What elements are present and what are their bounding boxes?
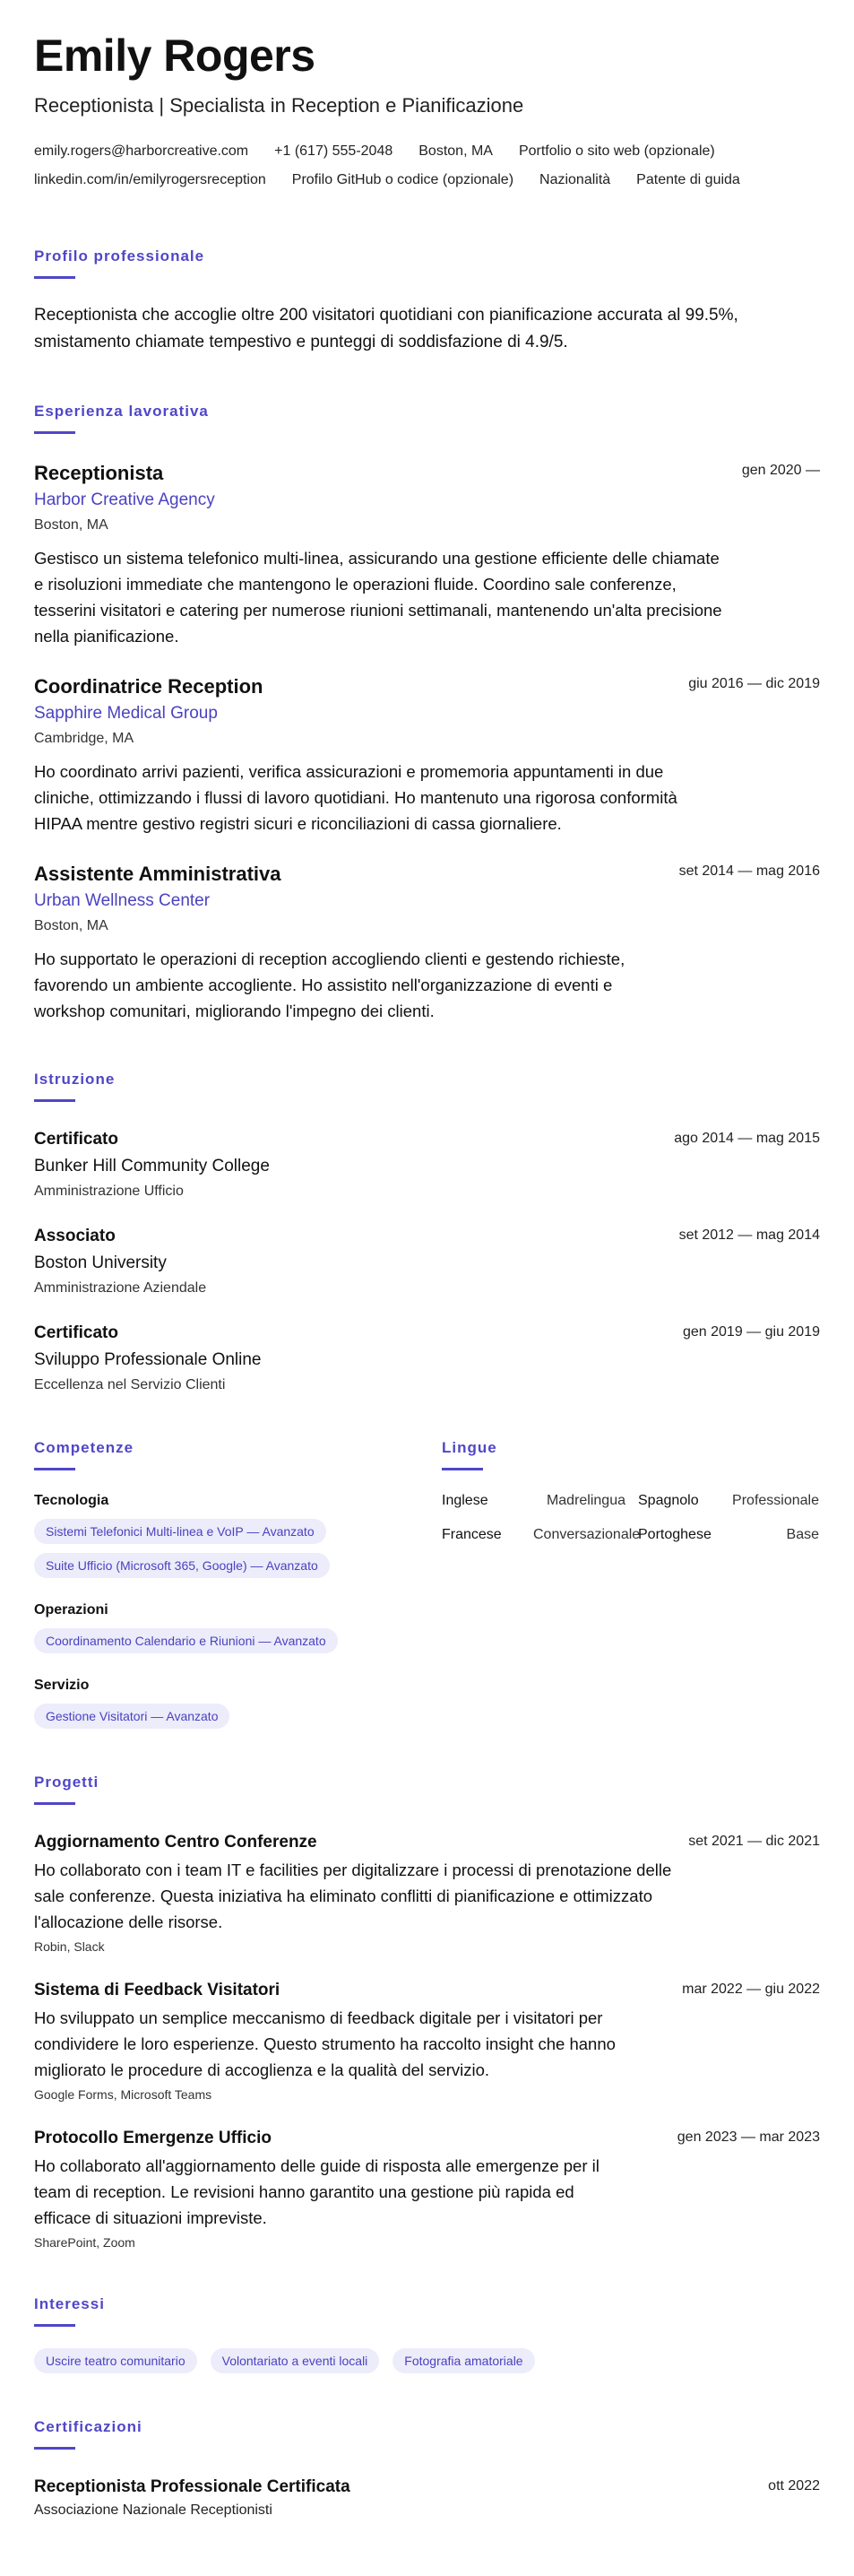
interest-chip: Fotografia amatoriale <box>392 2348 534 2373</box>
project-entry <box>34 2128 820 2251</box>
project-tools: SharePoint, Zoom <box>34 2235 135 2250</box>
interest-chip: Volontariato a eventi locali <box>211 2348 380 2373</box>
candidate-name: Emily Rogers <box>34 30 315 81</box>
experience-company: Sapphire Medical Group <box>34 704 218 723</box>
skill-chip: Gestione Visitatori — Avanzato <box>34 1704 229 1729</box>
contact-phone[interactable]: +1 (617) 555-2048 <box>274 143 393 159</box>
profile-section <box>34 247 820 356</box>
experience-entry <box>34 674 820 837</box>
education-field: Amministrazione Ufficio <box>34 1184 184 1199</box>
skill-category-name: Operazioni <box>34 1602 108 1618</box>
skill-chip-list <box>34 1695 442 1729</box>
contact-nationality: Nazionalità <box>539 172 611 187</box>
project-name: Aggiornamento Centro Conferenze <box>34 1833 317 1852</box>
certification-date: ott 2022 <box>768 2478 820 2494</box>
certifications-section <box>34 2418 820 2520</box>
skill-chip: Sistemi Telefonici Multi-linea e VoIP — Avanzato <box>34 1519 326 1544</box>
experience-date: set 2014 — mag 2016 <box>678 863 820 879</box>
skill-chip: Coordinamento Calendario e Riunioni — Avanzato <box>34 1628 338 1653</box>
education-institution: Boston University <box>34 1253 167 1272</box>
experience-company: Urban Wellness Center <box>34 891 211 910</box>
contact-location: Boston, MA <box>418 143 493 159</box>
project-entry <box>34 1832 820 1955</box>
section-divider <box>34 2324 75 2327</box>
experience-role: Receptionista <box>34 462 164 484</box>
contact-list <box>34 142 820 190</box>
experience-role: Assistente Amministrativa <box>34 863 281 885</box>
project-date: mar 2022 — giu 2022 <box>682 1982 820 1997</box>
section-title-experience: Esperienza lavorativa <box>34 403 209 420</box>
language-name: Portoghese <box>638 1527 712 1542</box>
education-date: set 2012 — mag 2014 <box>678 1227 820 1243</box>
project-description: Ho collaborato con i team IT e facilities per digitalizzare i processi di prenotazione delle sale conferenze. Questa iniziativa ha eliminato conflitti di pianificazione e ottimizzato l'allocazione delle risorse. <box>34 1860 672 1931</box>
interest-chip-list <box>34 2348 820 2373</box>
contact-email[interactable]: emily.rogers@harborcreative.com <box>34 143 249 159</box>
candidate-headline: Receptionista | Specialista in Reception e Pianificazione <box>34 94 524 117</box>
education-field: Amministrazione Aziendale <box>34 1280 207 1296</box>
languages-section <box>442 1439 820 1729</box>
certification-name: Receptionista Professionale Certificata <box>34 2477 350 2496</box>
contact-portfolio[interactable]: Portfolio o sito web (opzionale) <box>518 143 715 159</box>
certification-entry <box>34 2476 820 2520</box>
education-entry <box>34 1323 820 1394</box>
section-divider <box>34 431 75 434</box>
experience-date: gen 2020 — <box>741 463 820 478</box>
projects-section <box>34 1774 820 2251</box>
section-divider <box>34 276 75 279</box>
project-entry <box>34 1980 820 2103</box>
section-title-education: Istruzione <box>34 1071 116 1088</box>
project-date: set 2021 — dic 2021 <box>688 1834 820 1849</box>
language-level: Base <box>786 1527 819 1542</box>
experience-entry <box>34 461 820 649</box>
experience-description: Gestisco un sistema telefonico multi-linea, assicurando una gestione efficiente delle chiamate e risoluzioni immediate che mantengono le operazioni fluide. Coordino sale conferenze, tesserini visitatori e catering per numerose riunioni settimanali, mantenendo un'alta precisione nella pianificazione. <box>34 549 722 646</box>
project-name: Protocollo Emergenze Ufficio <box>34 2129 272 2147</box>
education-field: Eccellenza nel Servizio Clienti <box>34 1377 226 1392</box>
experience-location: Boston, MA <box>34 517 108 533</box>
education-section <box>34 1071 820 1394</box>
language-name: Inglese <box>442 1493 488 1508</box>
profile-summary: Receptionista che accoglie oltre 200 visitatori quotidiani con pianificazione accurata al 99.5%, smistamento chiamate tempestivo e punteggi di soddisfazione di 4.9/5. <box>34 306 738 351</box>
section-title-skills: Competenze <box>34 1439 134 1456</box>
education-entry <box>34 1226 820 1297</box>
experience-location: Cambridge, MA <box>34 731 134 746</box>
section-divider <box>442 1468 483 1470</box>
project-date: gen 2023 — mar 2023 <box>677 2129 820 2145</box>
experience-description: Ho supportato le operazioni di reception accogliendo clienti e gestendo richieste, favorendo un ambiente accogliente. Ho assistito nell'organizzazione di eventi e workshop comunitari, migliorando l'impegno dei clienti. <box>34 950 625 1020</box>
section-divider <box>34 1099 75 1102</box>
experience-company: Harbor Creative Agency <box>34 490 215 509</box>
education-institution: Bunker Hill Community College <box>34 1157 270 1175</box>
language-name: Francese <box>442 1527 502 1542</box>
language-level: Conversazionale <box>533 1527 641 1542</box>
project-name: Sistema di Feedback Visitatori <box>34 1981 280 1999</box>
language-level: Madrelingua <box>546 1493 625 1508</box>
section-divider <box>34 2447 75 2450</box>
section-title-certifications: Certificazioni <box>34 2418 142 2435</box>
skills-section <box>34 1439 442 1729</box>
contact-driving-license: Patente di guida <box>636 172 740 187</box>
education-date: gen 2019 — giu 2019 <box>682 1324 820 1340</box>
experience-date: giu 2016 — dic 2019 <box>688 676 820 691</box>
experience-location: Boston, MA <box>34 918 108 933</box>
section-title-projects: Progetti <box>34 1774 99 1791</box>
interest-chip: Uscire teatro comunitario <box>34 2348 197 2373</box>
language-list <box>442 1492 820 1544</box>
experience-section <box>34 403 820 1024</box>
experience-role: Coordinatrice Reception <box>34 675 263 698</box>
section-title-interests: Interessi <box>34 2295 105 2312</box>
education-institution: Sviluppo Professionale Online <box>34 1350 262 1369</box>
certification-org: Associazione Nazionale Receptionisti <box>34 2502 272 2518</box>
skill-chip-list <box>34 1510 442 1578</box>
experience-description: Ho coordinato arrivi pazienti, verifica assicurazioni e promemoria appuntamenti in due cliniche, ottimizzando i flussi di lavoro quotidiani. Ho mantenuto una rigorosa conformità HIPAA mentre gestivo registri sicuri e riconciliazioni di cassa giornaliere. <box>34 762 677 833</box>
project-tools: Google Forms, Microsoft Teams <box>34 2087 212 2102</box>
language-name: Spagnolo <box>638 1493 699 1508</box>
education-entry <box>34 1129 820 1201</box>
education-date: ago 2014 — mag 2015 <box>674 1131 820 1146</box>
skill-chip: Suite Ufficio (Microsoft 365, Google) — Avanzato <box>34 1553 330 1578</box>
language-level: Professionale <box>732 1493 819 1508</box>
education-degree: Certificato <box>34 1323 118 1342</box>
project-description: Ho collaborato all'aggiornamento delle guide di risposta alle emergenze per il team di reception. Le revisioni hanno garantito una gestione più rapida ed efficace di situazioni impreviste. <box>34 2156 600 2227</box>
education-degree: Associato <box>34 1227 116 1245</box>
experience-entry <box>34 862 820 1024</box>
interests-section <box>34 2295 820 2373</box>
section-divider <box>34 1468 75 1470</box>
education-degree: Certificato <box>34 1130 118 1149</box>
skill-chip-list <box>34 1619 442 1653</box>
skills-languages-row <box>34 1439 820 1729</box>
skill-category-name: Tecnologia <box>34 1493 109 1508</box>
skill-category-name: Servizio <box>34 1678 90 1693</box>
section-title-profile: Profilo professionale <box>34 247 205 265</box>
contact-linkedin[interactable]: linkedin.com/in/emilyrogersreception <box>34 172 266 187</box>
section-title-languages: Lingue <box>442 1439 497 1456</box>
project-tools: Robin, Slack <box>34 1939 105 1954</box>
section-divider <box>34 1802 75 1805</box>
project-description: Ho sviluppato un semplice meccanismo di feedback digitale per i visitatori per condividere le loro esperienze. Questo strumento ha raccolto insight che hanno migliorato le procedure di accoglienza e la qualità del servizio. <box>34 2008 616 2079</box>
contact-github[interactable]: Profilo GitHub o codice (opzionale) <box>291 172 514 187</box>
